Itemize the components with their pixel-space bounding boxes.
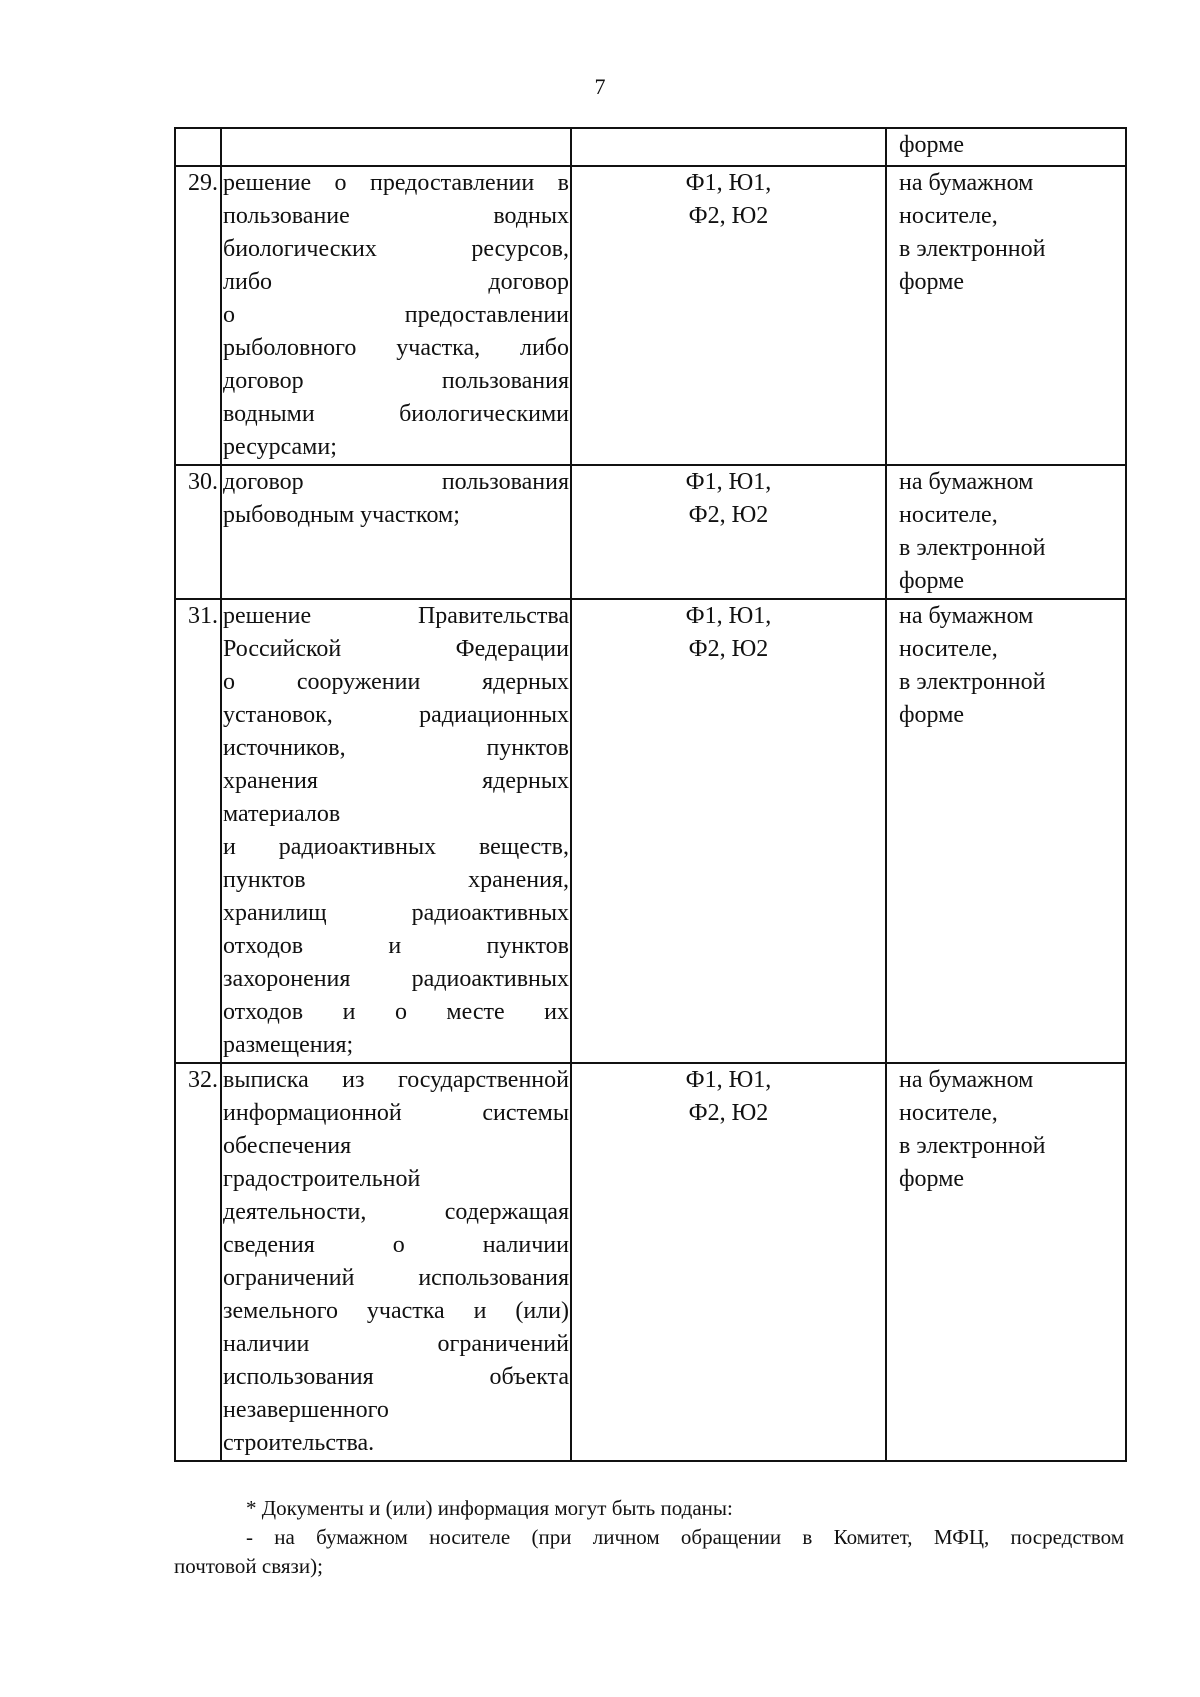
document-name-line: незавершенного <box>223 1397 389 1423</box>
document-name-line: биологических ресурсов, <box>223 236 569 262</box>
document-name-line: решение Правительства <box>223 603 569 629</box>
form-line: на бумажном <box>899 1067 1034 1093</box>
cell-submission-form <box>886 599 1126 1063</box>
table-row <box>175 465 1126 599</box>
cell-submission-form <box>886 166 1126 465</box>
applicant-category-line: Ф1, Ю1, <box>685 170 772 196</box>
cell-number: 30. <box>175 465 221 599</box>
form-line: носителе, <box>899 502 998 528</box>
document-name-line: земельного участка и (или) <box>223 1298 569 1324</box>
document-name-line: о предоставлении <box>223 302 569 328</box>
table-row-continuation <box>175 128 1126 166</box>
document-name-line: рыболовного участка, либо <box>223 335 569 361</box>
form-line: носителе, <box>899 1100 998 1126</box>
cell-number: 32. <box>175 1063 221 1461</box>
documents-table <box>174 127 1127 1462</box>
form-line: форме <box>899 132 965 158</box>
table-row <box>175 1063 1126 1461</box>
form-line: в электронной <box>899 669 1046 695</box>
form-line: носителе, <box>899 636 998 662</box>
form-line: форме <box>899 1166 965 1192</box>
applicant-category-line: Ф2, Ю2 <box>688 636 769 662</box>
document-name-line: пунктов хранения, <box>223 867 569 893</box>
document-name-line: установок, радиационных <box>223 702 569 728</box>
cell-document-name <box>221 1063 571 1461</box>
document-name-line: ограничений использования <box>223 1265 569 1291</box>
applicant-category-line: Ф1, Ю1, <box>685 469 772 495</box>
document-name-line: договор пользования <box>223 368 569 394</box>
applicant-category-line: Ф2, Ю2 <box>688 203 769 229</box>
document-name-line: захоронения радиоактивных <box>223 966 569 992</box>
cell-number: 31. <box>175 599 221 1063</box>
document-name-line: использования объекта <box>223 1364 569 1390</box>
document-name-line: наличии ограничений <box>223 1331 569 1357</box>
document-name-line: информационной системы <box>223 1100 569 1126</box>
form-line: на бумажном <box>899 469 1034 495</box>
document-name-line: деятельности, содержащая <box>223 1199 569 1225</box>
form-line: форме <box>899 269 965 295</box>
footnote-line: * Документы и (или) информация могут быть поданы: <box>246 1496 733 1520</box>
document-name-line: либо договор <box>223 269 569 295</box>
document-name-line: решение о предоставлении в <box>223 170 569 196</box>
cell-applicant-category <box>571 128 886 166</box>
document-name-line: отходов и о месте их <box>223 999 569 1025</box>
cell-number <box>175 128 221 166</box>
form-line: форме <box>899 702 965 728</box>
table-row <box>175 166 1126 465</box>
document-name-line: договор пользования <box>223 469 569 495</box>
document-name-line: рыбоводным участком; <box>223 502 460 528</box>
document-name-line: источников, пунктов <box>223 735 569 761</box>
form-line: в электронной <box>899 236 1046 262</box>
cell-document-name <box>221 599 571 1063</box>
form-line: в электронной <box>899 535 1046 561</box>
applicant-category-line: Ф1, Ю1, <box>685 1067 772 1093</box>
document-name-line: сведения о наличии <box>223 1232 569 1258</box>
cell-submission-form <box>886 465 1126 599</box>
page-number: 7 <box>594 74 606 99</box>
document-name-line: и радиоактивных веществ, <box>223 834 569 860</box>
document-name-line: обеспечения <box>223 1133 352 1159</box>
cell-applicant-category <box>571 166 886 465</box>
footnote-line: - на бумажном носителе (при личном обращении в Комитет, МФЦ, посредством <box>246 1525 1124 1549</box>
form-line: в электронной <box>899 1133 1046 1159</box>
document-name-line: отходов и пунктов <box>223 933 569 959</box>
applicant-category-line: Ф2, Ю2 <box>688 502 769 528</box>
cell-document-name <box>221 128 571 166</box>
cell-number: 29. <box>175 166 221 465</box>
cell-document-name <box>221 166 571 465</box>
cell-applicant-category <box>571 599 886 1063</box>
document-name-line: хранилищ радиоактивных <box>223 900 569 926</box>
form-line: на бумажном <box>899 603 1034 629</box>
form-line: на бумажном <box>899 170 1034 196</box>
document-name-line: строительства. <box>223 1430 375 1456</box>
cell-submission-form <box>886 128 1126 166</box>
document-name-line: материалов <box>223 801 341 827</box>
cell-submission-form <box>886 1063 1126 1461</box>
cell-applicant-category <box>571 1063 886 1461</box>
applicant-category-line: Ф2, Ю2 <box>688 1100 769 1126</box>
table-row <box>175 599 1126 1063</box>
document-name-line: хранения ядерных <box>223 768 569 794</box>
form-line: носителе, <box>899 203 998 229</box>
document-name-line: Российской Федерации <box>223 636 569 662</box>
document-name-line: размещения; <box>223 1032 354 1058</box>
document-name-line: о сооружении ядерных <box>223 669 569 695</box>
applicant-category-line: Ф1, Ю1, <box>685 603 772 629</box>
document-name-line: градостроительной <box>223 1166 421 1192</box>
document-name-line: водными биологическими <box>223 401 569 427</box>
document-name-line: пользование водных <box>223 203 569 229</box>
document-name-line: выписка из государственной <box>223 1067 569 1093</box>
cell-applicant-category <box>571 465 886 599</box>
footnote-line: почтовой связи); <box>174 1554 323 1578</box>
document-name-line: ресурсами; <box>223 434 337 460</box>
form-line: форме <box>899 568 965 594</box>
cell-document-name <box>221 465 571 599</box>
